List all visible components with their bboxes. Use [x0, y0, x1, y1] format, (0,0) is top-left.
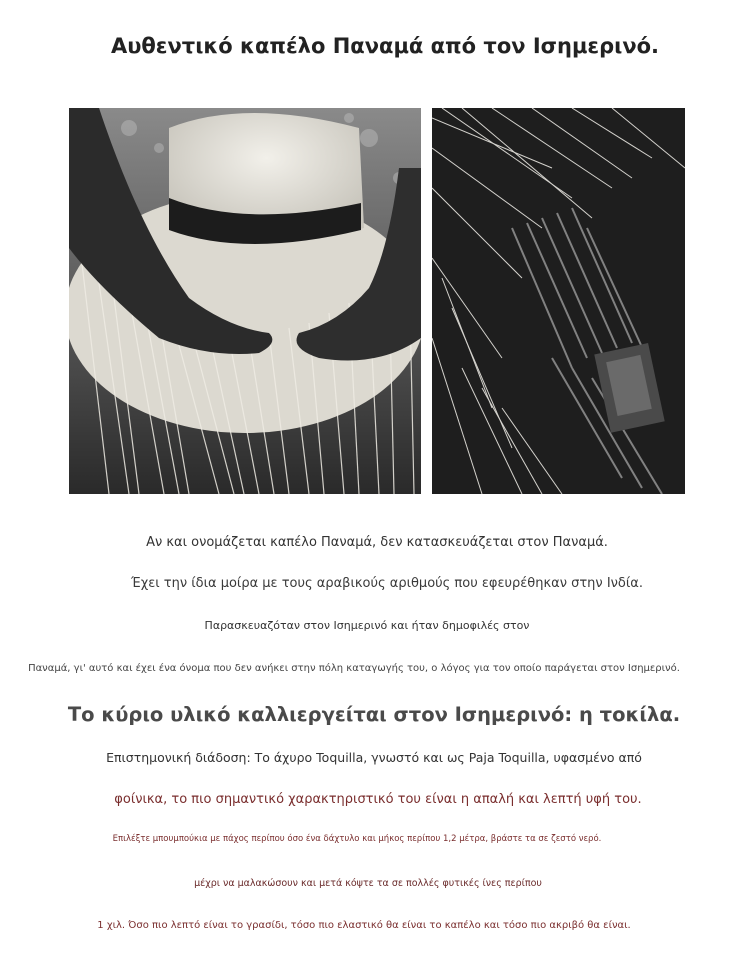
- paragraph-soften-and-cut: μέχρι να μαλακώσουν και μετά κόψτε τα σε πολλές φυτικές ίνες περίπου: [194, 878, 542, 889]
- hat-weaving-photo: [69, 108, 421, 494]
- paragraph-select-buds: Επιλέξτε μπουμπούκια με πάχος περίπου όσο ένα δάχτυλο και μήκος περίπου 1,2 μέτρα, βράστε τα σε ζεστό νερό.: [112, 834, 602, 844]
- section-heading-toquilla: Το κύριο υλικό καλλιεργείται στον Ισημερινό: η τοκίλα.: [67, 703, 681, 726]
- straw-bundles-photo: [432, 108, 685, 494]
- paragraph-scientific-name: Επιστημονική διάδοση: Το άχυρο Toquilla, γνωστό και ως Paja Toquilla, υφασμένο από: [106, 750, 642, 765]
- paragraph-fineness: 1 χιλ. Όσο πιο λεπτό είναι το γρασίδι, τόσο πιο ελαστικό θα είναι το καπέλο και τόσο πιο ακριβό θα είναι.: [97, 920, 631, 931]
- page-title: Αυθεντικό καπέλο Παναμά από τον Ισημερινό.: [110, 34, 660, 58]
- paragraph-not-made-in-panama: Αν και ονομάζεται καπέλο Παναμά, δεν κατασκευάζεται στον Παναμά.: [146, 535, 608, 550]
- paragraph-palm-texture: φοίνικα, το πιο σημαντικό χαρακτηριστικό του είναι η απαλή και λεπτή υφή του.: [114, 792, 642, 807]
- paragraph-name-origin: Παναμά, γι' αυτό και έχει ένα όνομα που δεν ανήκει στην πόλη καταγωγής του, ο λόγος για τον οποίο παράγεται στον Ισημερινό.: [28, 663, 680, 674]
- paragraph-made-in-ecuador: Παρασκευαζόταν στον Ισημερινό και ήταν δημοφιλές στον: [204, 619, 530, 632]
- paragraph-arabic-numerals: Έχει την ίδια μοίρα με τους αραβικούς αριθμούς που εφευρέθηκαν στην Ινδία.: [131, 576, 643, 591]
